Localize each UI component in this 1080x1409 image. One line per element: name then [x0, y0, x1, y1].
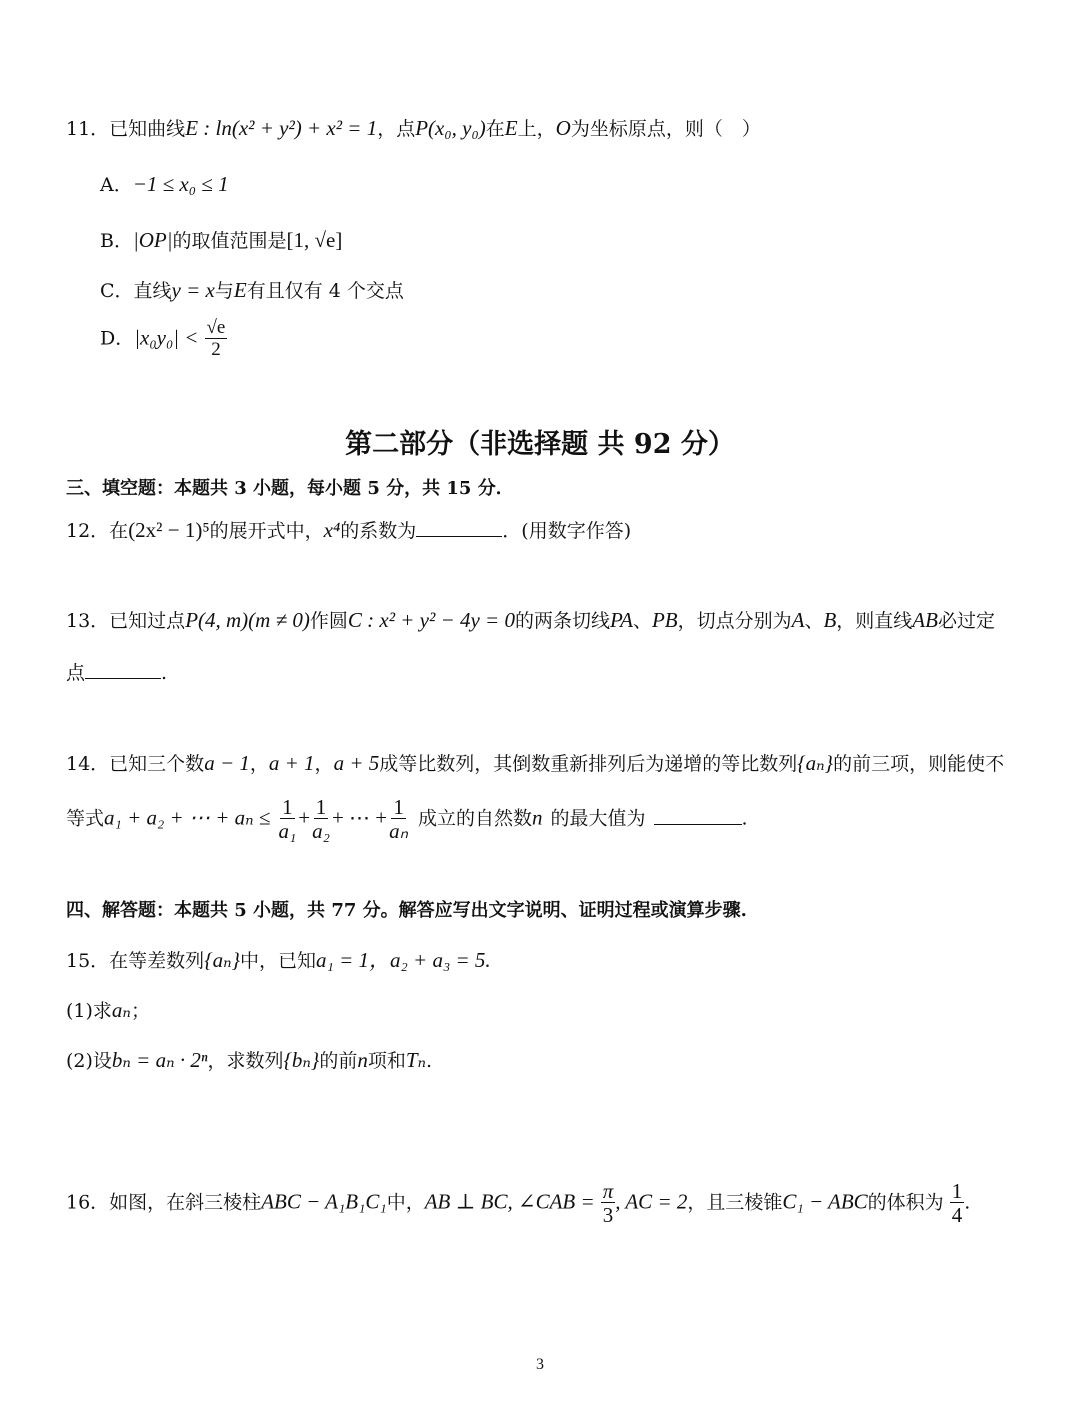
q15-stem: 15．在等差数列{aₙ}中，已知a₁ = 1，a₂ + a₃ = 5.: [66, 948, 491, 972]
q15-part2: (2)设bₙ = aₙ · 2ⁿ，求数列{bₙ}的前n项和Tₙ.: [66, 1048, 433, 1072]
q11-option-b: B．|OP|的取值范围是[1, √e]: [100, 228, 343, 252]
q14-answer-blank[interactable]: [654, 823, 742, 825]
q11-stem: 11．已知曲线E : ln(x² + y²) + x² = 1，点P(x₀, y₀)在E上，O为坐标原点，则（ ）: [66, 116, 761, 140]
q16-frac-volume: $\frac{1}{4}$: [951, 1179, 963, 1228]
q16-frac-angle: $\frac{\pi}{3}$: [602, 1179, 614, 1228]
q14-frac-n: $\frac{1}{\text{aₙ}}$: [389, 795, 408, 844]
q15-part1: (1)求aₙ；: [66, 998, 150, 1022]
q11-option-d: D．|x₀y₀| < $\frac{√e}{2}$: [100, 317, 226, 360]
q14-line2: 等式a₁ + a₂ + ⋯ + aₙ ≤ $\frac{1}{\text{a₁}}$ + $\frac{1}{\text{a₂}}$ + ⋯ + $\frac{1}{\text{aₙ}}$ 成立的自然数n 的最大值为 .: [66, 795, 748, 844]
q16-stem: 16．如图，在斜三棱柱ABC − A₁B₁C₁中，AB ⊥ BC, ∠CAB = $\frac{\pi}{3}$ , AC = 2，且三棱锥C₁ − ABC的体积为 $\frac{1}{4}$ .: [66, 1179, 971, 1228]
q13-line2: 点 .: [66, 662, 168, 684]
page-number: 3: [536, 1356, 544, 1373]
section4-heading: 四、解答题：本题共 5 小题，共 77 分。解答应写出文字说明、证明过程或演算步骤.: [66, 900, 747, 921]
q11-option-c: C．直线y = x与E有且仅有 4 个交点: [100, 278, 404, 302]
q13-line1: 13．已知过点P(4, m)(m ≠ 0)作圆C : x² + y² − 4y = 0的两条切线PA、PB，切点分别为A、B，则直线AB必过定: [66, 608, 995, 632]
q11-option-d-fraction: $\frac{√e}{2}$: [206, 317, 226, 360]
section3-heading: 三、填空题：本题共 3 小题，每小题 5 分，共 15 分．: [66, 478, 514, 499]
q12-answer-blank[interactable]: [416, 535, 502, 537]
q14-line1: 14．已知三个数a − 1，a + 1，a + 5成等比数列，其倒数重新排列后为递增的等比数列{aₙ}的前三项，则能使不: [66, 751, 1005, 775]
q14-frac-2: $\frac{1}{\text{a₂}}$: [312, 795, 330, 844]
q11-option-a: A．−1 ≤ x₀ ≤ 1: [100, 172, 229, 196]
part2-title: 第二部分（非选择题 共 92 分）: [345, 429, 735, 460]
q13-answer-blank[interactable]: [85, 677, 161, 679]
q14-frac-1: $\frac{1}{\text{a₁}}$: [278, 795, 297, 844]
q12: 12．在(2x² − 1)⁵的展开式中，x⁴的系数为 ．(用数字作答): [66, 518, 632, 542]
